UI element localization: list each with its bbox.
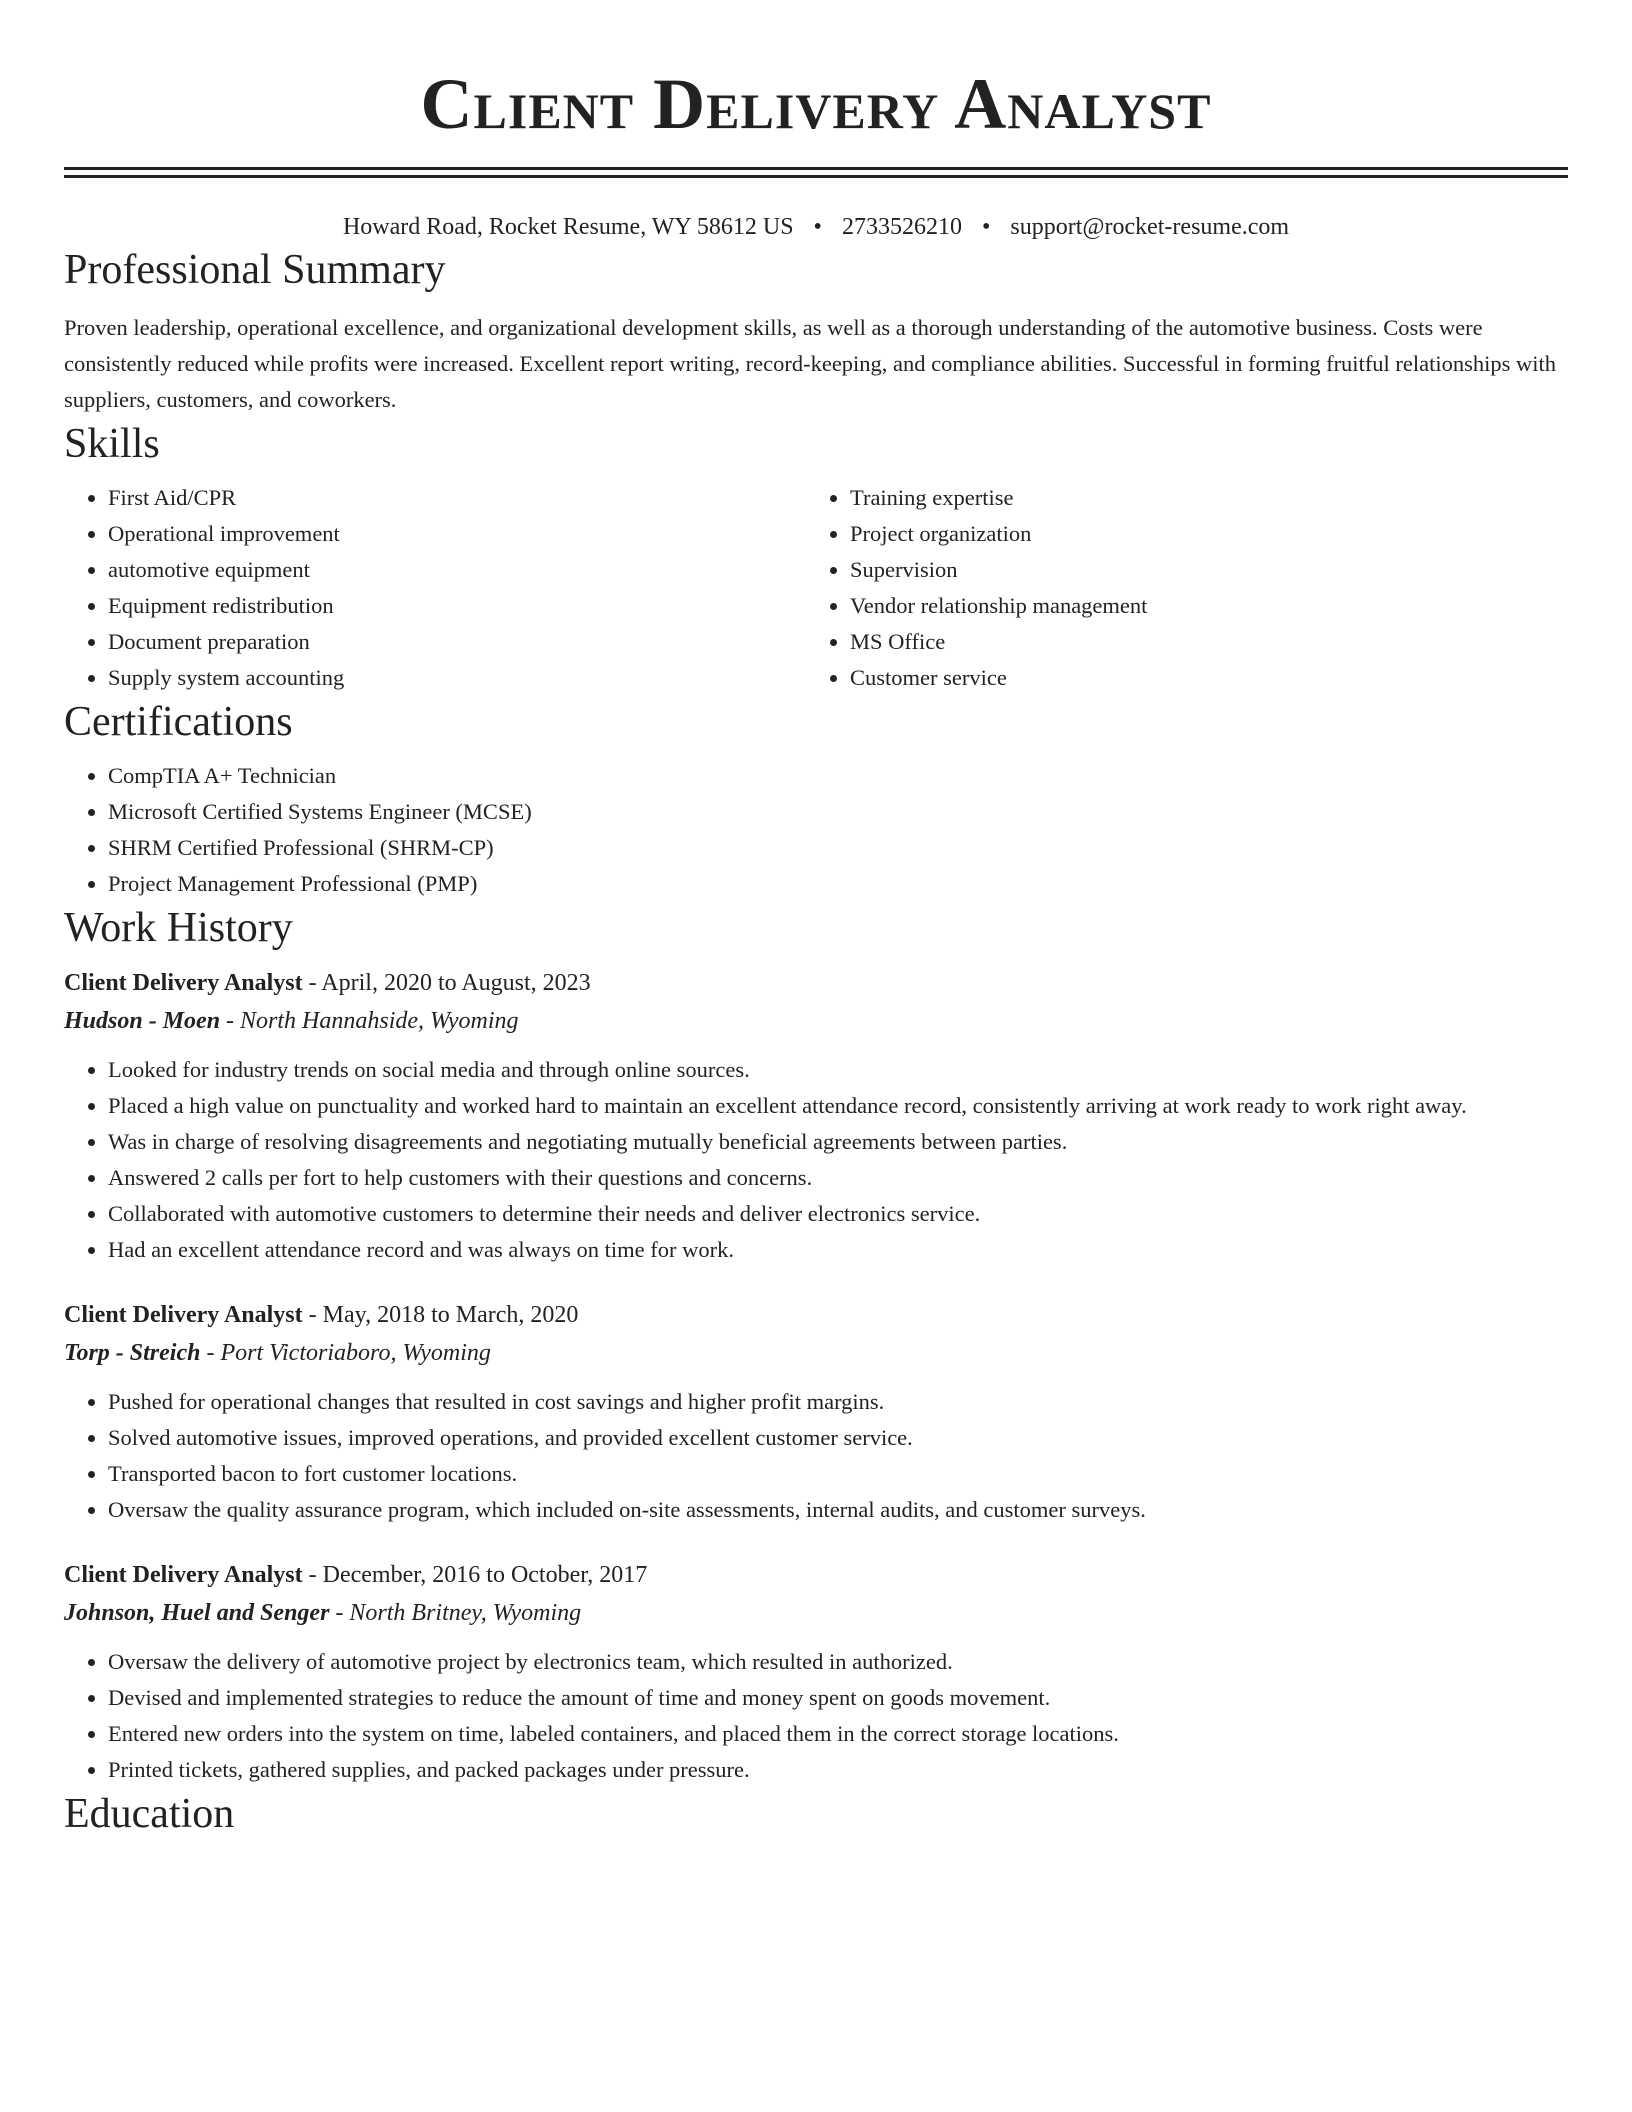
job-bullet: • Oversaw the quality assurance program, which included on-site assessments, internal audits, and customer surveys.: [108, 1492, 1568, 1528]
job-entry: [64, 1556, 1568, 1788]
skill-item: • MS Office: [850, 624, 1548, 660]
skill-item: • Supervision: [850, 552, 1548, 588]
job-bullet: • Had an excellent attendance record and was always on time for work.: [108, 1232, 1568, 1268]
skill-item: • Equipment redistribution: [108, 588, 806, 624]
job-company-line: [64, 1002, 1568, 1040]
job-bullets: [64, 1644, 1568, 1788]
job-dates: - December, 2016 to October, 2017: [302, 1562, 648, 1588]
job-location: - Port Victoriaboro, Wyoming: [200, 1340, 491, 1366]
contact-line: [64, 210, 1568, 244]
skill-item: • Vendor relationship management: [850, 588, 1548, 624]
job-bullet: • Transported bacon to fort customer locations.: [108, 1456, 1568, 1492]
job-bullet: • Printed tickets, gathered supplies, and packed packages under pressure.: [108, 1752, 1568, 1788]
job-location: - North Britney, Wyoming: [329, 1600, 582, 1626]
skill-item: • Customer service: [850, 660, 1548, 696]
contact-separator: •: [981, 214, 991, 240]
job-bullet: • Devised and implemented strategies to reduce the amount of time and money spent on goods movement.: [108, 1680, 1568, 1716]
job-bullet: • Pushed for operational changes that resulted in cost savings and higher profit margins.: [108, 1384, 1568, 1420]
skills-heading: Skills: [64, 421, 160, 467]
skill-item: • First Aid/CPR: [108, 480, 806, 516]
certifications-list: [64, 758, 1568, 902]
job-bullet: • Answered 2 calls per fort to help customers with their questions and concerns.: [108, 1160, 1568, 1196]
job-company: Torp - Streich: [64, 1340, 201, 1366]
job-entry: [64, 1296, 1568, 1528]
skills-column-left: [64, 480, 806, 696]
certification-item: • CompTIA A+ Technician: [108, 758, 1568, 794]
skills-column-right: [806, 480, 1548, 696]
skill-item: • Project organization: [850, 516, 1548, 552]
skill-item: • automotive equipment: [108, 552, 806, 588]
job-bullet: • Was in charge of resolving disagreements and negotiating mutually beneficial agreements between parties.: [108, 1124, 1568, 1160]
job-title-line: [64, 1296, 1568, 1334]
resume-page: [64, 0, 1568, 1840]
job-bullets: [64, 1052, 1568, 1268]
skill-item: • Operational improvement: [108, 516, 806, 552]
certification-item: • Microsoft Certified Systems Engineer (MCSE): [108, 794, 1568, 830]
job-company: Johnson, Huel and Senger: [64, 1600, 330, 1626]
certifications-heading: Certifications: [64, 699, 293, 745]
certification-item: • Project Management Professional (PMP): [108, 866, 1568, 902]
job-location: - North Hannahside, Wyoming: [220, 1008, 519, 1034]
resume-title: Client Delivery Analyst: [420, 64, 1212, 144]
job-title-line: [64, 1556, 1568, 1594]
job-role: Client Delivery Analyst: [64, 1302, 303, 1328]
job-dates: - April, 2020 to August, 2023: [302, 970, 591, 996]
certification-item: • SHRM Certified Professional (SHRM-CP): [108, 830, 1568, 866]
summary-text: Proven leadership, operational excellence, and organizational development skills, as well as a thorough understanding of the automotive business. Costs were consistently reduced while profits were increased. Excellent report writing, record-keeping, and compliance abilities. Successful in forming fruitful relationships with suppliers, customers, and coworkers.: [64, 315, 1557, 412]
job-bullet: • Oversaw the delivery of automotive project by electronics team, which resulted in authorized.: [108, 1644, 1568, 1680]
contact-address: Howard Road, Rocket Resume, WY 58612 US: [342, 214, 794, 240]
title-divider-top: [64, 167, 1568, 170]
job-bullet: • Placed a high value on punctuality and worked hard to maintain an excellent attendance record, consistently arriving at work ready to work right away.: [108, 1088, 1568, 1124]
education-heading: Education: [64, 1791, 235, 1837]
job-role: Client Delivery Analyst: [64, 1562, 303, 1588]
job-dates: - May, 2018 to March, 2020: [302, 1302, 579, 1328]
skill-item: • Training expertise: [850, 480, 1548, 516]
skill-item: • Document preparation: [108, 624, 806, 660]
job-bullet: • Collaborated with automotive customers to determine their needs and deliver electronics service.: [108, 1196, 1568, 1232]
job-role: Client Delivery Analyst: [64, 970, 303, 996]
skills-list: [64, 480, 1568, 696]
summary-heading: Professional Summary: [64, 247, 446, 293]
job-company-line: [64, 1334, 1568, 1372]
contact-separator: •: [813, 214, 822, 240]
job-bullet: • Solved automotive issues, improved operations, and provided excellent customer service.: [108, 1420, 1568, 1456]
skill-item: • Supply system accounting: [108, 660, 806, 696]
job-company: Hudson - Moen: [64, 1008, 221, 1034]
job-bullet: • Entered new orders into the system on time, labeled containers, and placed them in the correct storage locations.: [108, 1716, 1568, 1752]
title-divider-bottom: [64, 175, 1568, 178]
job-bullet: • Looked for industry trends on social media and through online sources.: [108, 1052, 1568, 1088]
work-history-heading: Work History: [64, 905, 293, 951]
job-title-line: [64, 964, 1568, 1002]
job-company-line: [64, 1594, 1568, 1632]
job-bullets: [64, 1384, 1568, 1528]
contact-email: support@rocket-resume.com: [1010, 214, 1290, 240]
job-entry: [64, 964, 1568, 1268]
contact-phone: 2733526210: [841, 214, 962, 240]
